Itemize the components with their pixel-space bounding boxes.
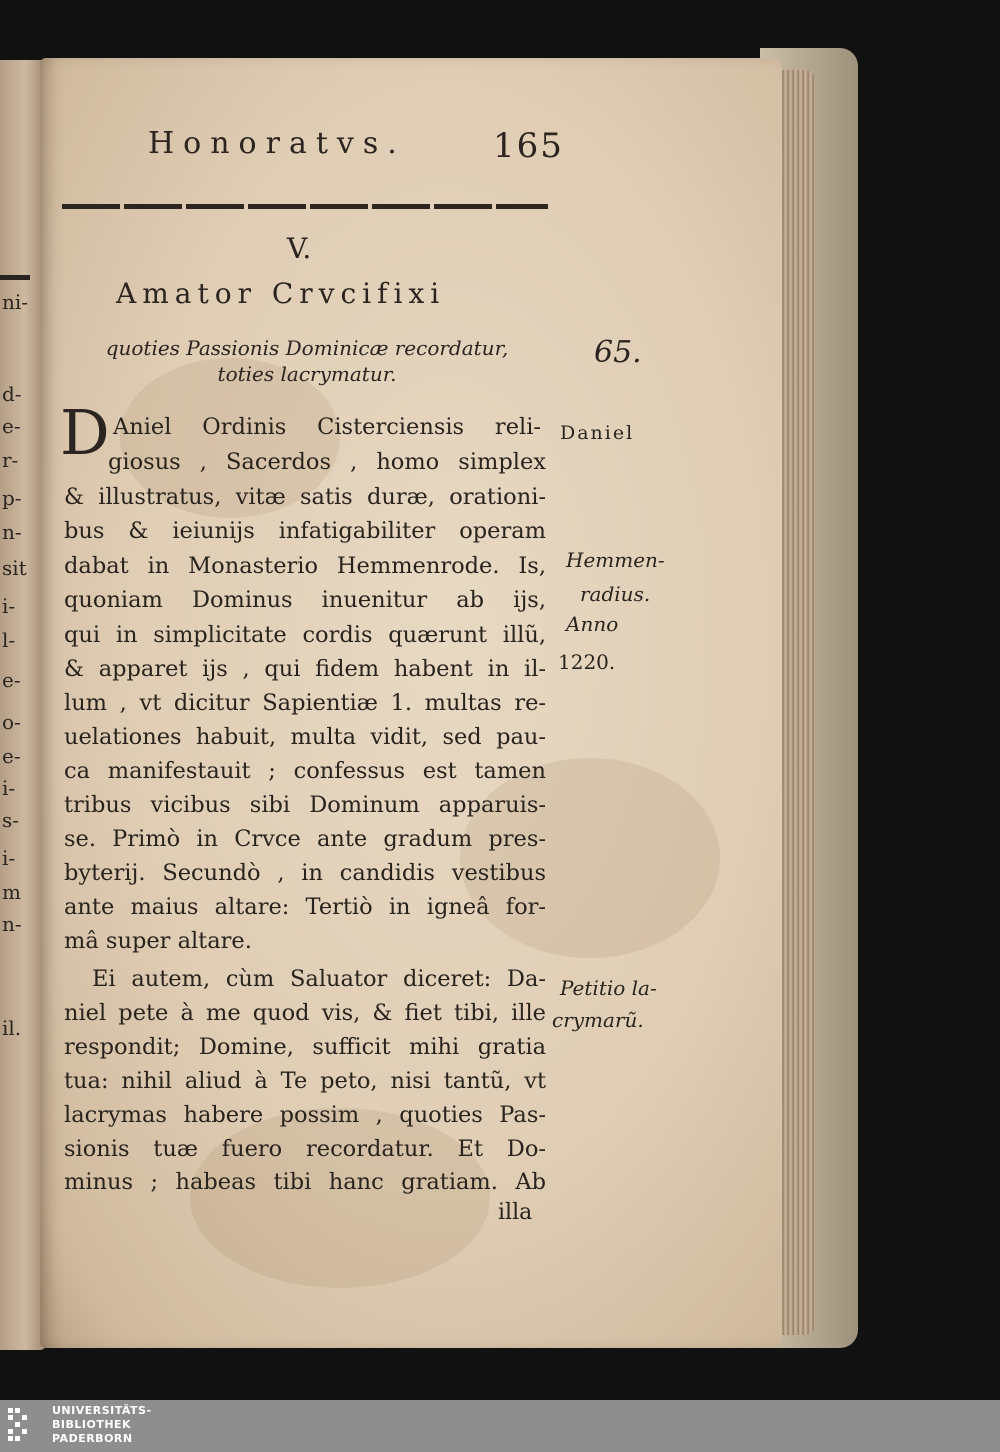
library-name xyxy=(52,1404,152,1446)
library-name-line: BIBLIOTHEK xyxy=(52,1418,132,1431)
paper-stain xyxy=(460,758,720,958)
text-line: sionis tuæ fuero recordatur. Et Do- xyxy=(64,1136,546,1162)
text-line: quoniam Dominus inuenitur ab ijs, xyxy=(64,587,546,613)
left-page-fragment: i- xyxy=(2,846,16,870)
text-line: uelationes habuit, multa vidit, sed pau- xyxy=(64,724,546,750)
marginal-note: radius. xyxy=(580,582,651,606)
left-page-fragment: l- xyxy=(2,628,16,652)
left-page-fragment: sit xyxy=(2,556,27,580)
left-page-fragment: d- xyxy=(2,382,22,406)
left-page-fragment: il. xyxy=(2,1016,22,1040)
drop-cap: D xyxy=(60,396,110,469)
text-line: bus & ieiunijs infatigabiliter operam xyxy=(64,518,546,544)
text-line: minus ; habeas tibi hanc gratiam. Ab xyxy=(64,1169,546,1195)
library-name-line: PADERBORN xyxy=(52,1432,133,1445)
text-line: lum , vt dicitur Sapientiæ 1. multas re- xyxy=(64,690,546,716)
text-line: respondit; Domine, sufficit mihi gratia xyxy=(64,1034,546,1060)
chapter-title: Amator Crvcifixi xyxy=(116,277,446,310)
left-page-fragment: n- xyxy=(2,520,22,544)
left-page-fragment: n- xyxy=(2,912,22,936)
marginal-note: Anno xyxy=(566,612,619,636)
catchword: illa xyxy=(498,1200,533,1225)
text-line: giosus , Sacerdos , homo simplex xyxy=(108,449,546,475)
left-page-fragment: p- xyxy=(2,486,22,510)
text-line: & illustratus, vitæ satis duræ, orationi- xyxy=(64,484,546,510)
page-number: 165 xyxy=(493,126,564,166)
paper-stain xyxy=(190,1108,490,1288)
text-line: qui in simplicitate cordis quærunt illũ, xyxy=(64,622,546,648)
text-line: se. Primò in Crvce ante gradum pres- xyxy=(64,826,546,852)
left-page-fragment: i- xyxy=(2,776,16,800)
text-line: lacrymas habere possim , quoties Pas- xyxy=(64,1102,546,1128)
left-page-fragment: ni- xyxy=(2,290,29,314)
text-line: ante maius altare: Tertiò in igneâ for- xyxy=(64,894,546,920)
left-page-fragment: e- xyxy=(2,668,21,692)
left-page-fragment: e- xyxy=(2,414,21,438)
left-page-fragment: e- xyxy=(2,744,21,768)
text-line: tua: nihil aliud à Te peto, nisi tantũ, vt xyxy=(64,1068,546,1094)
marginal-note: 1220. xyxy=(558,650,616,674)
marginal-note: crymarũ. xyxy=(552,1008,644,1032)
text-line: Aniel Ordinis Cisterciensis reli- xyxy=(113,414,541,440)
left-page-fragment: m xyxy=(2,880,21,904)
text-line: ca manifestauit ; confessus est tamen xyxy=(64,758,546,784)
subtitle-line: toties lacrymatur. xyxy=(217,362,397,386)
marginal-note: Petitio la- xyxy=(560,976,657,1000)
text-line: tribus vicibus sibi Dominum apparuis- xyxy=(64,792,546,818)
header-rule xyxy=(62,204,548,209)
library-name-line: UNIVERSITÄTS- xyxy=(52,1404,152,1417)
text-line: & apparet ijs , qui fidem habent in il- xyxy=(64,656,546,682)
running-head: Honoratvs. xyxy=(148,126,406,161)
left-page-fragment: o- xyxy=(2,710,21,734)
text-line: byterij. Secundò , in candidis vestibus xyxy=(64,860,546,886)
subtitle-line: quoties Passionis Dominicæ recordatur, xyxy=(105,336,509,360)
left-page-fragment: r- xyxy=(2,448,19,472)
text-line: dabat in Monasterio Hemmenrode. Is, xyxy=(64,553,546,579)
library-logo-icon xyxy=(6,1406,46,1446)
text-line: Ei autem, cùm Saluator diceret: Da- xyxy=(92,966,546,992)
text-line: niel pete à me quod vis, & fiet tibi, ille xyxy=(64,1000,546,1026)
margin-number: 65. xyxy=(594,335,642,370)
left-page-fragment: s- xyxy=(2,808,20,832)
text-line: mâ super altare. xyxy=(64,928,252,954)
marginal-note: Daniel xyxy=(560,422,635,444)
chapter-number: V. xyxy=(287,232,312,265)
left-page-fragment: i- xyxy=(2,594,16,618)
footer-bar xyxy=(0,1400,1000,1452)
marginal-note: Hemmen- xyxy=(566,548,665,572)
